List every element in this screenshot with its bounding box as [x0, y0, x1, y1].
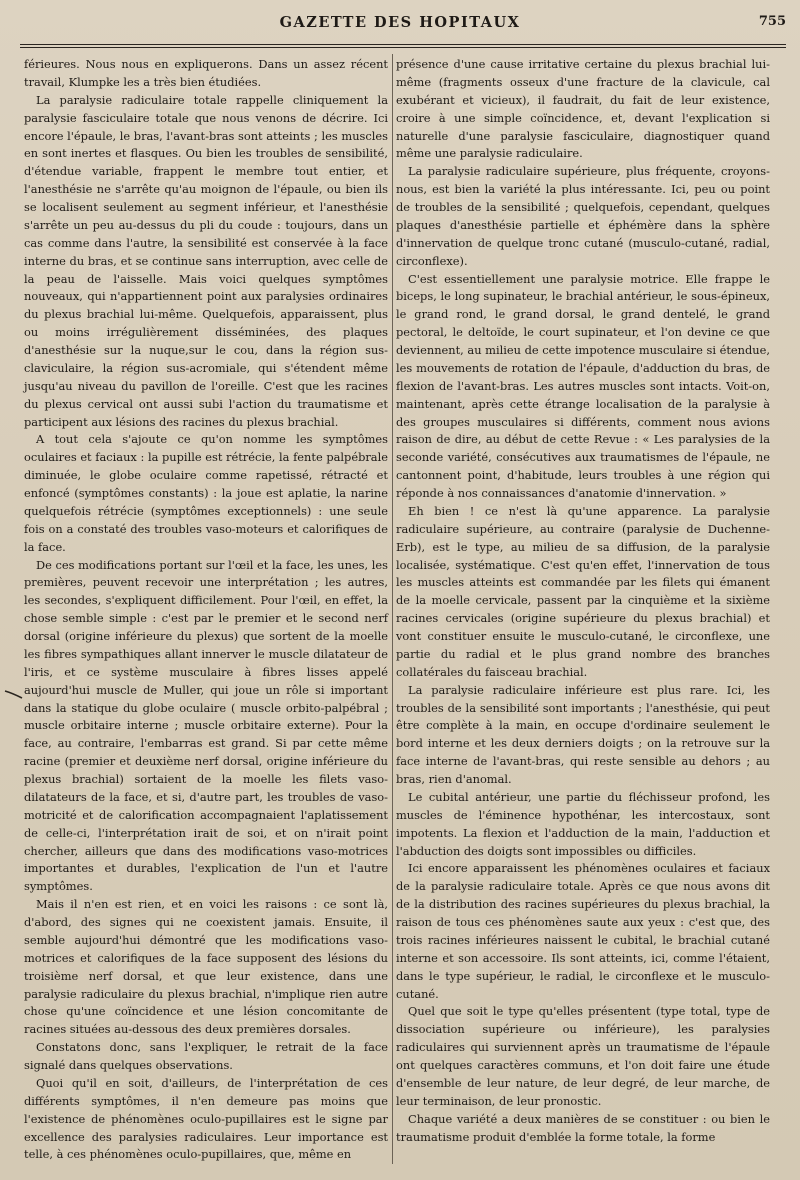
paragraph: C'est essentiellement une paralysie motrice. Elle frappe le biceps, le long supinateur, le brachial antérieur, le sous-épineux, le grand rond, le grand dorsal, le grand dentelé, le grand pectoral, le deltoïde, le court supinateur, et l'on devine ce que deviennent, au milieu de cette impotence musculaire si étendue, les mouvements de rotation de l'épaule, d'adduction du bras, de flexion de l'avant-bras. Les autres muscles sont intacts. Voit-on, maintenant, après cette étrange localisation de la paralysie à des groupes musculaires si différents, comment nous avions raison de dire, au début de cette Revue : « Les paralysies de la seconde variété, consécutives aux traumatismes de l'épaule, ne cantonnent point, d'habitude, leurs troubles à une région qui réponde à nos connaissances d'anatomie d'innervation. » [396, 271, 770, 500]
header-rule [20, 44, 786, 48]
paragraph: Constatons donc, sans l'expliquer, le retrait de la face signalé dans quelques observations. [24, 1040, 388, 1072]
left-column [24, 56, 388, 1164]
paragraph: Eh bien ! ce n'est là qu'une apparence. La paralysie radiculaire supérieure, au contraire (paralysie de Duchenne-Erb), est le type, au milieu de sa diffusion, de la paralysie localisée, systématique. C'est qu'en effet, l'innervation de tous les muscles atteints est commandée par les filets qui émanent de la moelle cervicale, passent par la cinquième et la sixième racines cervicales (origine supérieure du plexus brachial) et vont constituer ensuite le musculo-cutané, le circonflexe, une partie du radial et le plus grand nombre des branches collatérales du faisceau brachial. [396, 503, 770, 679]
paragraph: Chaque variété a deux manières de se constituer : ou bien le traumatisme produit d'emblée la forme totale, la forme [396, 1111, 770, 1144]
paragraph: Quel que soit le type qu'elles présentent (type total, type de dissociation supérieure ou inférieure), les paralysies radiculaires qui surviennent après un traumatisme de l'épaule ont quelques caractères communs, et l'on doit faire une étude d'ensemble de leur nature, de leur degré, de leur marche, de leur terminaison, de leur pronostic. [396, 1004, 770, 1108]
paragraph: La paralysie radiculaire totale rappelle cliniquement la paralysie fasciculaire totale que nous venons de décrire. Ici encore l'épaule, le bras, l'avant-bras sont atteints ; les muscles en sont inertes et flasques. Ou bien les troubles de sensibilité, d'étendue variable, frappent le membre tout entier, et l'anesthésie ne s'arrête qu'au moignon de l'épaule, ou bien ils se localisent seulement au segment inférieur, et l'anesthésie s'arrête un peu au-dessus du pli du coude : toujours, dans un cas comme dans l'autre, la sensibilité est conservée à la face interne du bras, et se continue sans interruption, avec celle de la peau de l'aisselle. Mais voici quelques symptômes nouveaux, qui n'appartiennent point aux paralysies ordinaires du plexus brachial lui-même. Quelquefois, apparaissent, plus ou moins irrégulièrement disséminées, des plaques d'anesthésie sur la nuque,sur le cou, dans la région sus-claviculaire, la région sus-acromiale, qui s'étendent même jusqu'au niveau du pavillon de l'oreille. C'est que les racines du plexus cervical ont aussi subi l'action du traumatisme et participent aux lésions des racines du plexus brachial. [24, 92, 388, 429]
paragraph: De ces modifications portant sur l'œil et la face, les unes, les premières, peuvent recevoir une interprétation ; les autres, les secondes, s'expliquent difficilement. Pour l'œil, en effet, la chose semble simple : c'est par le premier et le second nerf dorsal (origine inférieure du plexus) que sortent de la moelle les fibres sympathiques allant innerver le muscle dilatateur de l'iris, et ce système musculaire à fibres lisses appelé aujourd'hui muscle de Muller, qui joue un rôle si important dans la statique du globe oculaire ( muscle orbito-palpébral ; muscle orbitaire interne ; muscle orbitaire externe). Pour la face, au contraire, l'embarras est grand. Si par cette même racine (premier et deuxième nerf dorsal, origine inférieure du plexus brachial) sortaient de la moelle les filets vaso-dilatateurs de la face, et si, d'autre part, les troubles de vaso-motricité et de calorification accompagnaient l'aplatissement de celle-ci, l'interprétation irait de soi, et on n'irait point chercher, ailleurs que dans des modifications vaso-motrices importantes et durables, l'explication de l'un et l'autre symptômes. [24, 557, 388, 894]
right-column [396, 56, 770, 1146]
paragraph: férieures. Nous nous en expliquerons. Dans un assez récent travail, Klumpke les a très bien étudiées. [24, 57, 388, 89]
paragraph: Le cubital antérieur, une partie du fléchisseur profond, les muscles de l'éminence hypothénar, les intercostaux, sont impotents. La flexion et l'adduction de la main, l'adduction et l'abduction des doigts sont impossibles ou difficiles. [396, 789, 770, 858]
page-header [0, 12, 800, 34]
paragraph: Mais il n'en est rien, et en voici les raisons : ce sont là, d'abord, des signes qui ne coexistent jamais. Ensuite, il semble aujourd'hui démontré que les modifications vaso-motrices et calorifiques de la face supposent des lésions du troisième nerf dorsal, et que leur existence, dans une paralysie radiculaire du plexus brachial, n'implique rien autre chose qu'une coïncidence et une lésion concomitante de racines situées au-dessous des deux premières dorsales. [24, 897, 388, 1037]
column-divider [392, 54, 393, 1164]
paragraph: La paralysie radiculaire inférieure est plus rare. Ici, les troubles de la sensibilité sont importants ; l'anesthésie, qui peut être complète à la main, en occupe d'ordinaire seulement le bord interne et les deux derniers doigts ; on la retrouve sur la face interne de l'avant-bras, qui reste sensible au dehors ; au bras, rien d'anomal. [396, 682, 770, 786]
journal-title: GAZETTE DES HOPITAUX [279, 14, 521, 31]
paragraph: Ici encore apparaissent les phénomènes oculaires et faciaux de la paralysie radiculaire totale. Après ce que nous avons dit de la distribution des racines supérieures du plexus brachial, la raison de tous ces phénomènes saute aux yeux : c'est que, des trois racines inférieures naissent le cubital, le brachial cutané interne et son accessoire. Ils sont atteints, ici, comme l'étaient, dans le type supérieur, le radial, le circonflexe et le musculo-cutané. [396, 861, 770, 1001]
paragraph: présence d'une cause irritative certaine du plexus brachial lui-même (fragments osseux d'une fracture de la clavicule, cal exubérant et vicieux), il faudrait, du fait de leur existence, croire à une simple coïncidence, et, devant l'explication si naturelle d'une paralysie fasciculaire, diagnostiquer quand même une paralysie radiculaire. [396, 57, 770, 161]
page-number: 755 [758, 14, 786, 29]
paragraph: Quoi qu'il en soit, d'ailleurs, de l'interprétation de ces différents symptômes, il n'en demeure pas moins que l'existence de phénomènes oculo-pupillaires est le signe par excellence des paralysies radiculaires. Leur importance est telle, à ces phénomènes oculo-pupillaires, que, même en [24, 1075, 388, 1162]
margin-pen-mark [4, 688, 24, 700]
paragraph: A tout cela s'ajoute ce qu'on nomme les symptômes oculaires et faciaux : la pupille est rétrécie, la fente palpébrale diminuée, le globe oculaire comme rapetissé, rétracté et enfoncé (symptômes constants) : la joue est aplatie, la narine quelquefois rétrécie (symptômes exceptionnels) : une seule fois on a constaté des troubles vaso-moteurs et calorifiques de la face. [24, 432, 388, 554]
paragraph: La paralysie radiculaire supérieure, plus fréquente, croyons-nous, est bien la variété la plus intéressante. Ici, peu ou point de troubles de la sensibilité ; quelquefois, cependant, quelques plaques d'anesthésie partielle et éphémère dans la sphère d'innervation de quelque tronc cutané (musculo-cutané, radial, circonflexe). [396, 164, 770, 268]
